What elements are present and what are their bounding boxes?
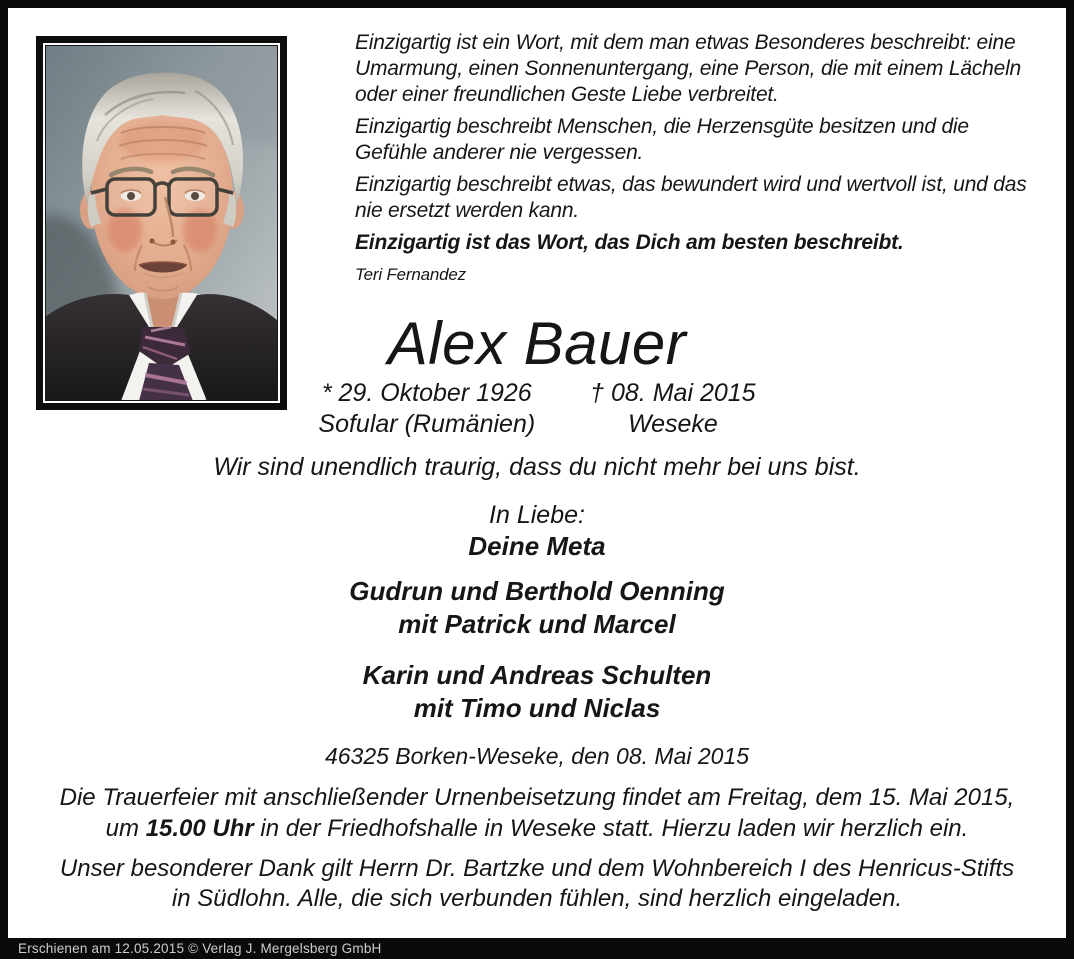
obituary-content — [8, 8, 1066, 938]
quote-paragraph-bold: Einzigartig ist das Wort, das Dich am besten beschreibt. — [355, 231, 904, 254]
death-place: Weseke — [627, 410, 718, 438]
deceased-name: Alex Bauer — [387, 310, 687, 377]
life-dates — [8, 378, 1066, 440]
family-line: Gudrun und Berthold Oenning — [349, 576, 725, 606]
main-content — [8, 312, 1066, 914]
thanks-info — [8, 854, 1066, 914]
family-line: Karin und Andreas Schulten — [362, 660, 712, 690]
wife-name: Deine Meta — [468, 531, 606, 561]
funeral-line-2 — [8, 813, 1066, 844]
place-date-line: 46325 Borken-Weseke, den 08. Mai 2015 — [324, 743, 750, 769]
birth-date: * 29. Oktober 1926 — [321, 379, 532, 407]
death-info — [590, 378, 755, 440]
funeral-info — [8, 782, 1066, 844]
quote-block — [355, 30, 1043, 288]
birth-info — [318, 378, 535, 440]
funeral-time: 15.00 Uhr — [145, 815, 254, 842]
quote-author: Teri Fernandez — [355, 265, 466, 284]
quote-paragraph-2: Einzigartig beschreibt Menschen, die Herzensgüte besitzen und die Gefühle anderer nie vergessen. — [355, 115, 969, 164]
thanks-line-2: in Südlohn. Alle, die sich verbunden fühlen, sind herzlich eingeladen. — [171, 885, 903, 912]
funeral-line-2-pre: um — [105, 815, 146, 842]
quote-paragraph-1: Einzigartig ist ein Wort, mit dem man etwas Besonderes beschreibt: eine Umarmung, einen Sonnenuntergang, eine Person, die mit einem Lächeln oder einer freundlichen Geste Liebe verbreitet. — [355, 31, 1022, 106]
family-line: mit Patrick und Marcel — [398, 609, 676, 639]
publisher-footer: Erschienen am 12.05.2015 © Verlag J. Mergelsberg GmbH — [18, 941, 382, 956]
funeral-line-2-post: in der Friedhofshalle in Weseke statt. Hierzu laden wir herzlich ein. — [253, 815, 969, 842]
thanks-line-1: Unser besonderer Dank gilt Herrn Dr. Bartzke und dem Wohnbereich I des Henricus-Stifts — [59, 855, 1015, 882]
in-love-label: In Liebe: — [489, 501, 585, 529]
family-group-schulten — [8, 659, 1066, 725]
sorrow-line: Wir sind unendlich traurig, dass du nicht mehr bei uns bist. — [213, 453, 861, 481]
family-group-oenning — [8, 575, 1066, 641]
death-date: † 08. Mai 2015 — [590, 379, 756, 407]
funeral-line-1: Die Trauerfeier mit anschließender Urnenbeisetzung findet am Freitag, dem 15. Mai 2015, — [59, 784, 1015, 811]
birth-place: Sofular (Rumänien) — [318, 410, 536, 438]
family-line: mit Timo und Niclas — [413, 693, 661, 723]
quote-paragraph-3: Einzigartig beschreibt etwas, das bewundert wird und wertvoll ist, und das nie ersetzt werden kann. — [355, 173, 1027, 222]
